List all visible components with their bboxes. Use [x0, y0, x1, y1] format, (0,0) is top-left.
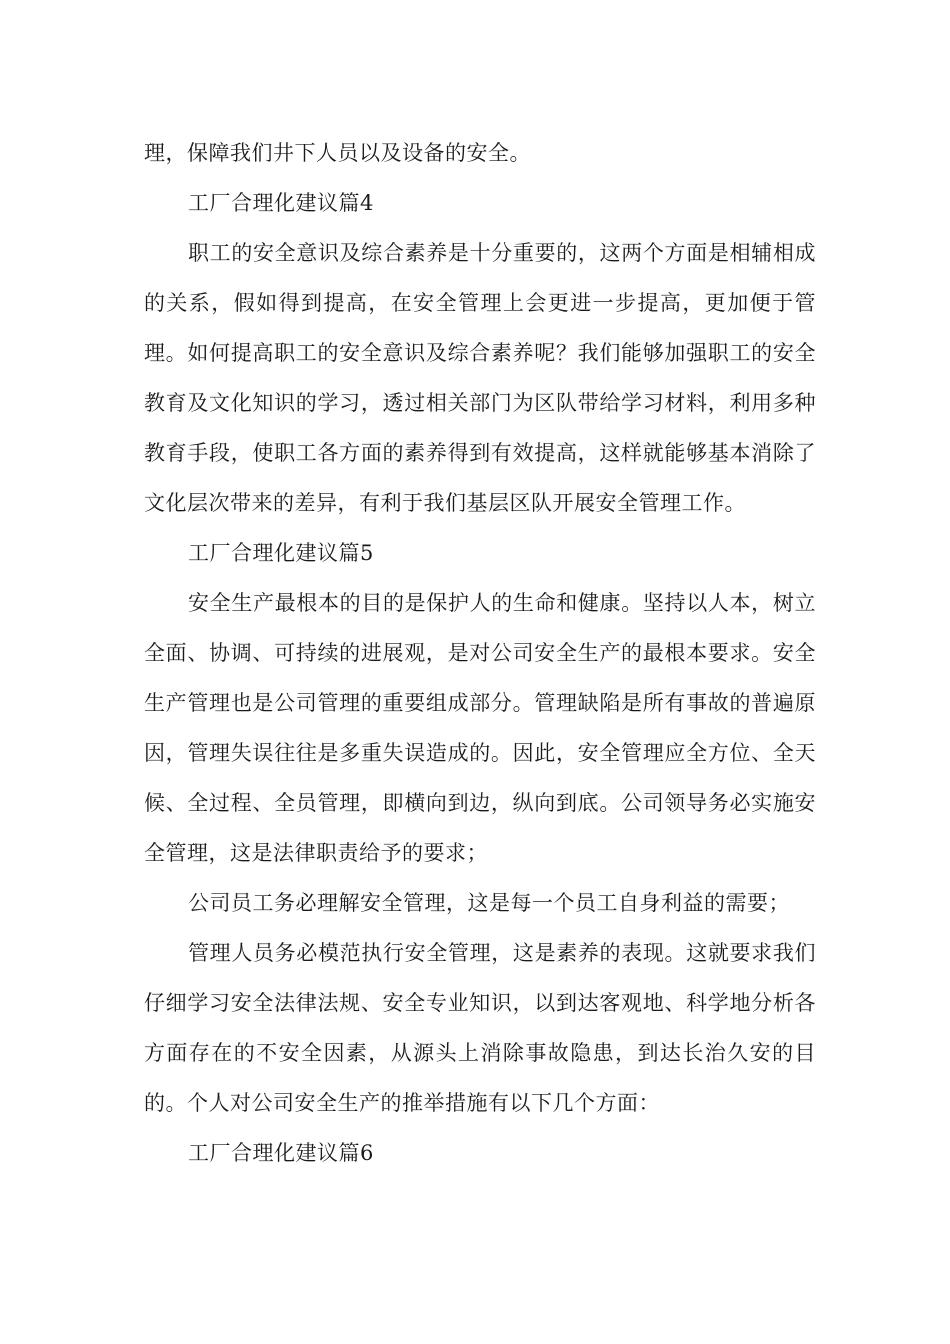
paragraph-employee-understanding: 公司员工务必理解安全管理，这是每一个员工自身利益的需要； [188, 891, 790, 915]
paragraph-continuation: 理，保障我们井下人员以及设备的安全。 [144, 141, 531, 165]
paragraph-safety-awareness: 职工的安全意识及综合素养是十分重要的，这两个方面是相辅相成的关系，假如得到提高，在安全管理上会更进一步提高，更加便于管理。如何提高职工的安全意识及综合素养呢？我们能够加强职工的安全教育及文化知识的学习，透过相关部门为区队带给学习材料，利用多种教育手段，使职工各方面的素养得到有效提高，这样就能够基本消除了文化层次带来的差异，有利于我们基层区队开展安全管理工作。 [144, 241, 816, 515]
paragraph-manager-execution: 管理人员务必模范执行安全管理，这是素养的表现。这就要求我们仔细学习安全法律法规、安全专业知识，以到达客观地、科学地分析各方面存在的不安全因素，从源头上消除事故隐患，到达长治久安的目的。个人对公司安全生产的推举措施有以下几个方面： [144, 941, 816, 1115]
section-heading-6: 工厂合理化建议篇6 [188, 1141, 374, 1165]
section-heading-5: 工厂合理化建议篇5 [188, 541, 374, 565]
section-heading-4: 工厂合理化建议篇4 [188, 191, 374, 215]
document-body [144, 128, 816, 1178]
paragraph-safety-production: 安全生产最根本的目的是保护人的生命和健康。坚持以人本，树立全面、协调、可持续的进展观，是对公司安全生产的最根本要求。安全生产管理也是公司管理的重要组成部分。管理缺陷是所有事故的普遍原因，管理失误往往是多重失误造成的。因此，安全管理应全方位、全天候、全过程、全员管理，即横向到边，纵向到底。公司领导务必实施安全管理，这是法律职责给予的要求； [144, 591, 816, 865]
